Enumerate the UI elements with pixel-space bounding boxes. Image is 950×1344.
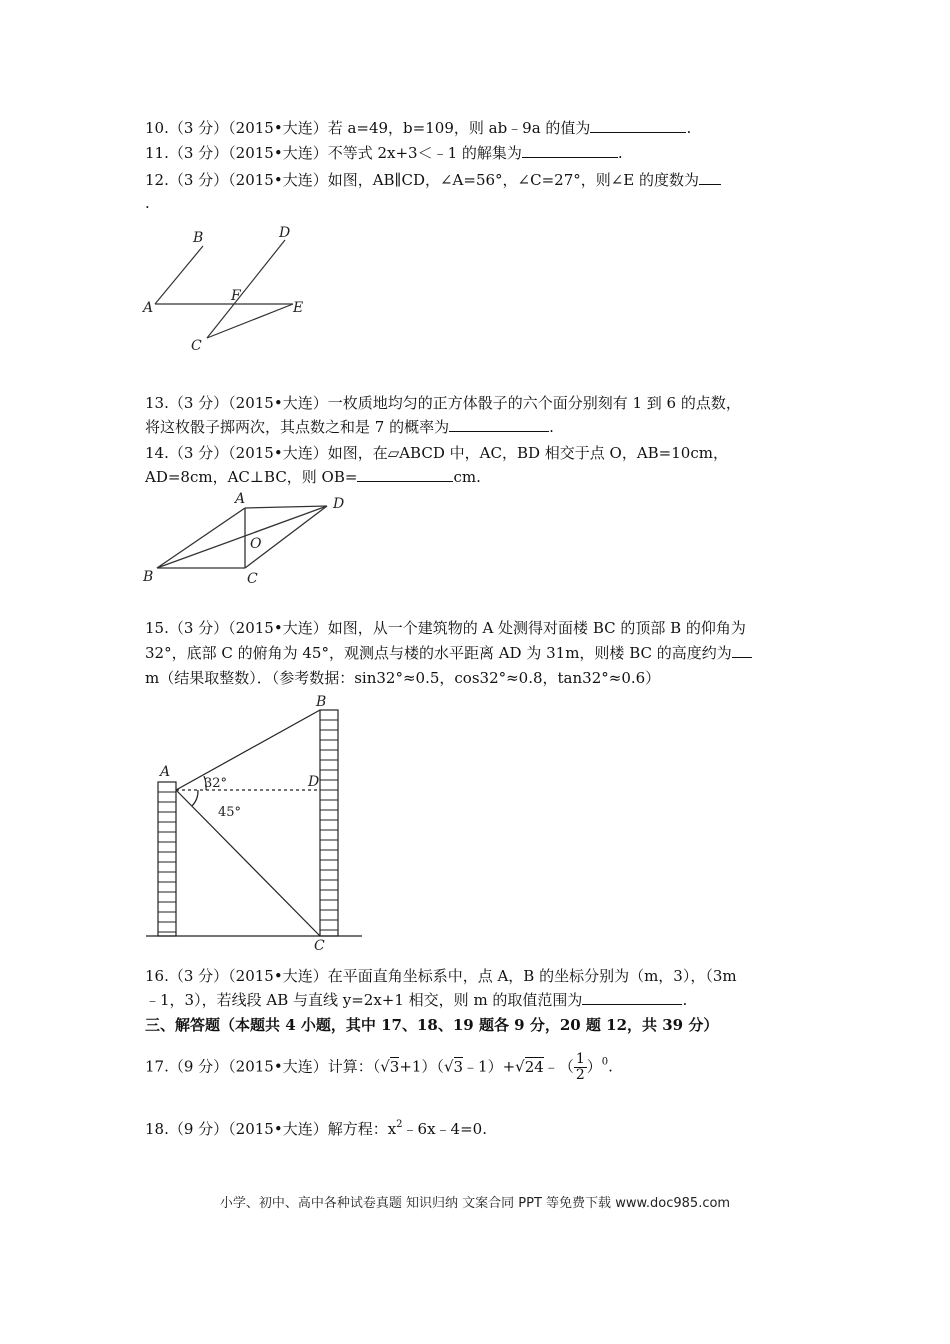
label-b: B <box>143 569 154 585</box>
q17-part: ） <box>586 1057 602 1076</box>
question-16 <box>145 990 687 1010</box>
fraction-denominator: 2 <box>575 1067 585 1083</box>
angle-label-32: 32° <box>204 776 228 791</box>
question-14 <box>145 467 481 487</box>
question-10 <box>145 118 691 138</box>
exponent-2: 2 <box>396 1119 403 1130</box>
q13-line1: 13.（3 分）（2015•大连）一枚质地均匀的正方体骰子的六个面分别刻有 1 到 6 的点数， <box>145 394 741 412</box>
q13-text: 将这枚骰子掷两次，其点数之和是 7 的概率为 <box>145 418 450 436</box>
q14-line1: 14.（3 分）（2015•大连）如图，在▱ABCD 中，AC，BD 相交于点 O，AB=10cm， <box>145 444 728 462</box>
sight-line-ab <box>176 710 320 790</box>
question-12 <box>145 170 721 190</box>
q18-text: 18.（9 分）（2015•大连）解方程：x <box>145 1120 397 1138</box>
label-d: D <box>333 496 345 512</box>
q17-part: ﹣1）+ <box>463 1057 516 1076</box>
q17-end: . <box>608 1057 613 1076</box>
fraction-numerator: 1 <box>575 1051 585 1067</box>
side-ad <box>245 506 327 508</box>
q13-end: . <box>549 418 554 436</box>
label-a: A <box>160 764 171 780</box>
answer-blank <box>357 467 453 482</box>
label-e: E <box>293 300 304 316</box>
sqrt-symbol: √ <box>515 1057 525 1076</box>
label-f: F <box>231 288 241 304</box>
q11-end: . <box>617 144 623 162</box>
q15-text: 32°，底部 C 的俯角为 45°，观测点与楼的水平距离 AD 为 31m，则楼 BC 的高度约为 <box>145 644 732 662</box>
angle-label-45: 45° <box>218 805 242 820</box>
segment-cd <box>207 240 285 338</box>
question-11 <box>145 143 623 163</box>
q16-line1: 16.（3 分）（2015•大连）在平面直角坐标系中，点 A，B 的坐标分别为（m，3），（3m <box>145 967 737 985</box>
figure-14 <box>135 488 355 588</box>
question-13 <box>145 417 554 437</box>
figure-12 <box>135 222 315 360</box>
answer-blank <box>582 990 682 1005</box>
label-a: A <box>235 491 246 507</box>
figure-15 <box>140 690 370 952</box>
segment-ab <box>155 246 203 304</box>
q10-text: 10.（3 分）（2015•大连）若 a=49，b=109，则 ab﹣9a 的值为 <box>145 119 591 137</box>
q17-part: ﹣（ <box>543 1057 574 1076</box>
sight-line-ac <box>176 790 320 936</box>
label-c: C <box>247 571 258 587</box>
answer-blank <box>732 643 752 658</box>
radicand-3: 3 <box>453 1057 464 1076</box>
q10-end: . <box>686 119 692 137</box>
building-bc <box>320 710 338 936</box>
answer-blank <box>449 417 549 432</box>
side-ba <box>157 508 245 568</box>
radicand-24: 24 <box>524 1057 544 1076</box>
question-17 <box>145 1052 613 1083</box>
q17-part: +1）（ <box>399 1057 444 1076</box>
q12-end: . <box>145 194 150 212</box>
angle-arc-45 <box>192 790 198 806</box>
answer-blank <box>590 118 686 133</box>
label-d: D <box>308 774 320 790</box>
question-18 <box>145 1115 487 1139</box>
label-o: O <box>250 536 262 552</box>
fraction-half <box>574 1052 587 1083</box>
radicand-3: 3 <box>389 1057 400 1076</box>
label-b: B <box>193 230 204 246</box>
q17-text: 17.（9 分）（2015•大连）计算：（ <box>145 1057 381 1076</box>
page-footer: 小学、初中、高中各种试卷真题 知识归纳 文案合同 PPT 等免费下载 www.doc985.com <box>219 1196 731 1211</box>
label-a: A <box>143 300 154 316</box>
diagonal-bd <box>157 506 327 568</box>
q15-line3: m（结果取整数）．（参考数据：sin32°≈0.5，cos32°≈0.8，tan32°≈0.6） <box>145 669 661 687</box>
q16-end: . <box>682 991 688 1009</box>
q12-text: 12.（3 分）（2015•大连）如图，AB∥CD，∠A=56°，∠C=27°，则∠E 的度数为 <box>145 171 700 189</box>
sqrt-symbol: √ <box>380 1057 390 1076</box>
label-b: B <box>316 694 327 710</box>
answer-blank <box>522 143 618 158</box>
question-15 <box>145 643 752 663</box>
sqrt-symbol: √ <box>443 1057 454 1076</box>
label-c: C <box>314 938 325 952</box>
q15-line1: 15.（3 分）（2015•大连）如图，从一个建筑物的 A 处测得对面楼 BC 的顶部 B 的仰角为 <box>145 619 746 637</box>
q14-text: AD=8cm，AC⊥BC，则 OB= <box>145 468 358 486</box>
exponent-0: 0 <box>601 1056 609 1068</box>
q18-end: ﹣6x﹣4=0. <box>402 1120 487 1138</box>
label-d: D <box>279 225 291 241</box>
building-a <box>158 782 176 936</box>
q16-text: ﹣1，3），若线段 AB 与直线 y=2x+1 相交，则 m 的取值范围为 <box>145 991 583 1009</box>
q14-end: cm. <box>453 468 481 486</box>
label-c: C <box>191 338 202 354</box>
q11-text: 11.（3 分）（2015•大连）不等式 2x+3＜﹣1 的解集为 <box>145 144 522 162</box>
answer-blank <box>699 170 721 185</box>
section-3-heading: 三、解答题（本题共 4 小题，其中 17、18、19 题各 9 分，20 题 12，共 39 分） <box>145 1016 719 1034</box>
